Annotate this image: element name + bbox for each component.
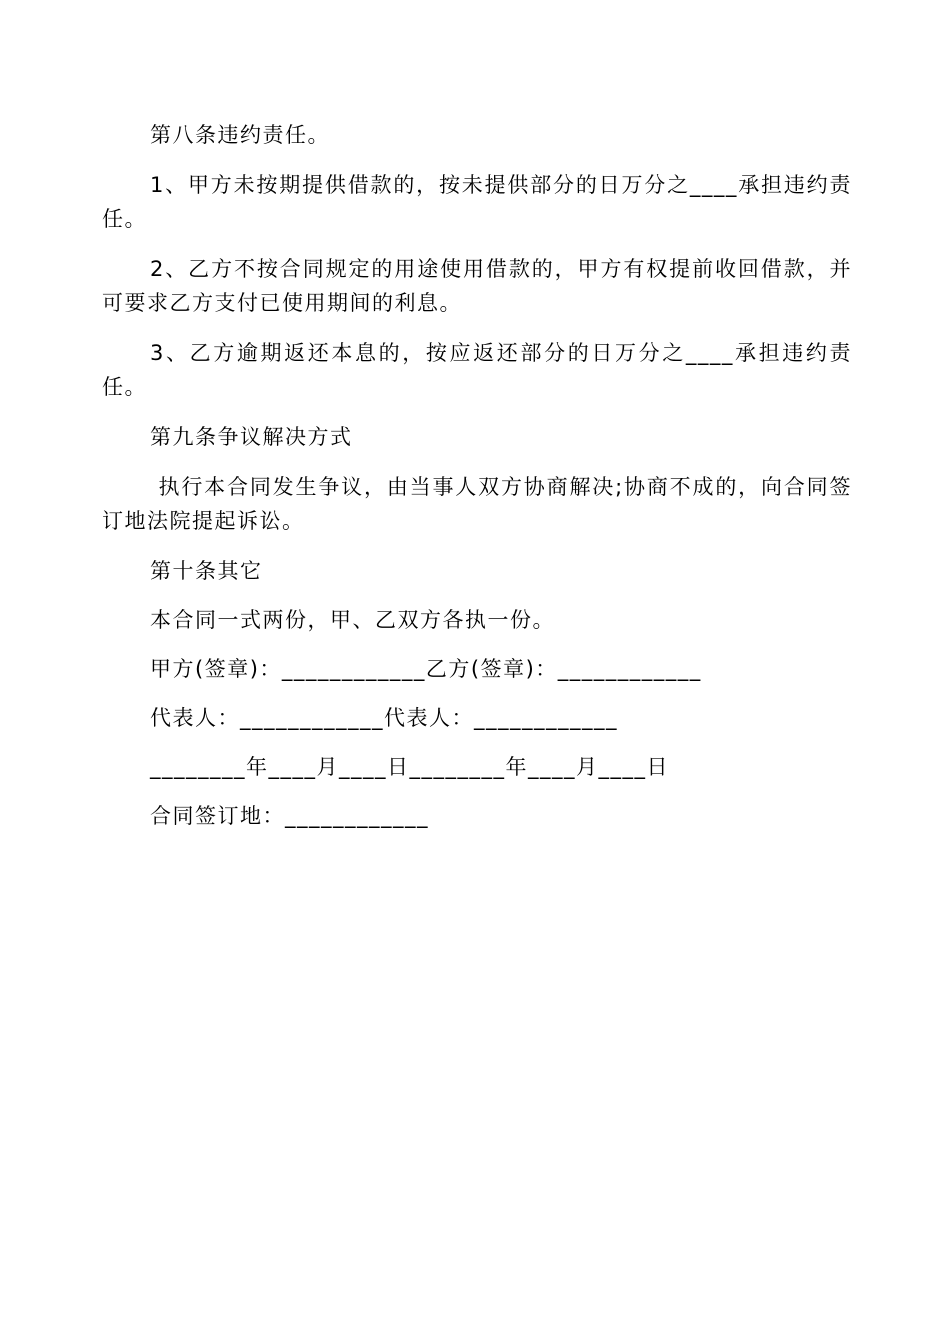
article-10-heading: 第十条其它: [150, 559, 263, 583]
signing-place-line: 合同签订地：____________: [150, 804, 429, 828]
article-9-heading: 第九条争议解决方式: [150, 425, 353, 449]
signature-line: 甲方(签章)：____________乙方(签章)：____________: [150, 657, 702, 681]
clause-8-1: 1、甲方未按期提供借款的，按未提供部分的日万分之____承担违约责任。: [102, 173, 852, 231]
contract-page: [102, 118, 852, 833]
clause-10-body: 本合同一式两份，甲、乙双方各执一份。: [150, 608, 555, 632]
date-line: ________年____月____日________年____月____日: [150, 755, 669, 779]
clause-8-3: 3、乙方逾期返还本息的，按应返还部分的日万分之____承担违约责任。: [102, 341, 852, 399]
clause-8-2: 2、乙方不按合同规定的用途使用借款的，甲方有权提前收回借款，并可要求乙方支付已使用期间的利息。: [102, 257, 852, 315]
representative-line: 代表人：____________代表人：____________: [150, 706, 618, 730]
article-8-heading: 第八条违约责任。: [150, 123, 330, 147]
clause-9-body: 执行本合同发生争议，由当事人双方协商解决;协商不成的，向合同签订地法院提起诉讼。: [102, 475, 852, 533]
